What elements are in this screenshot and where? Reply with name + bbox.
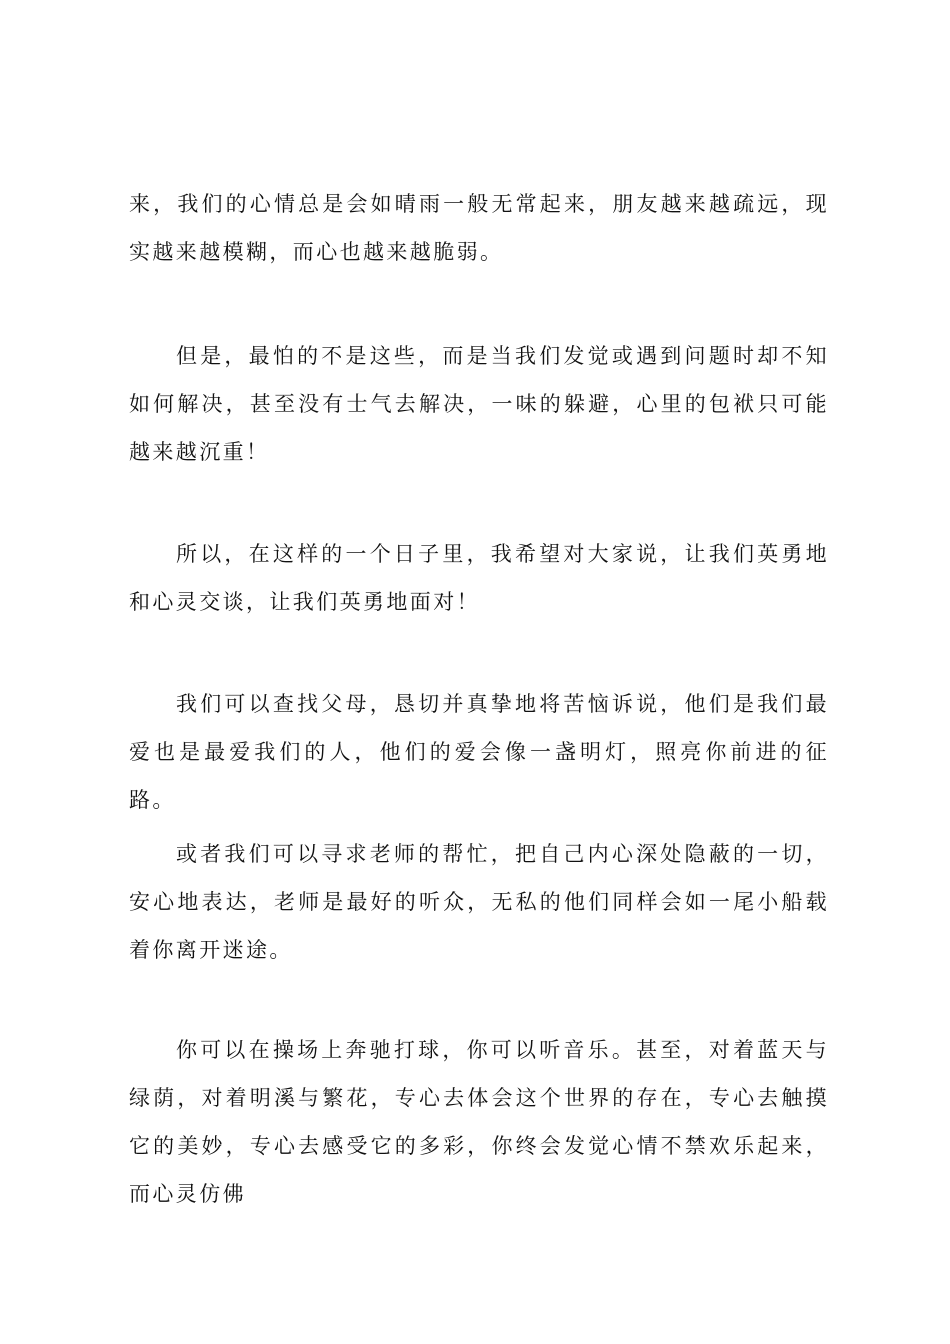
- paragraph: 你可以在操场上奔驰打球，你可以听音乐。甚至，对着蓝天与绿荫，对着明溪与繁花，专心去体会这个世界的存在，专心去触摸它的美妙，专心去感受它的多彩，你终会发觉心情不禁欢乐起来，而心灵仿佛: [129, 1038, 829, 1206]
- paragraph-continued: 来，我们的心情总是会如晴雨一般无常起来，朋友越来越疏远，现实越来越模糊，而心也越来越脆弱。: [129, 192, 829, 264]
- paragraph: 所以，在这样的一个日子里，我希望对大家说，让我们英勇地和心灵交谈，让我们英勇地面对！: [129, 542, 829, 614]
- paragraph: 我们可以查找父母，恳切并真挚地将苦恼诉说，他们是我们最爱也是最爱我们的人，他们的爱会像一盏明灯，照亮你前进的征路。: [129, 692, 829, 812]
- paragraph: 或者我们可以寻求老师的帮忙，把自己内心深处隐蔽的一切，安心地表达，老师是最好的听众，无私的他们同样会如一尾小船载着你离开迷途。: [129, 842, 829, 962]
- paragraph: 但是，最怕的不是这些，而是当我们发觉或遇到问题时却不知如何解决，甚至没有士气去解决，一味的躲避，心里的包袱只可能越来越沉重！: [129, 344, 829, 464]
